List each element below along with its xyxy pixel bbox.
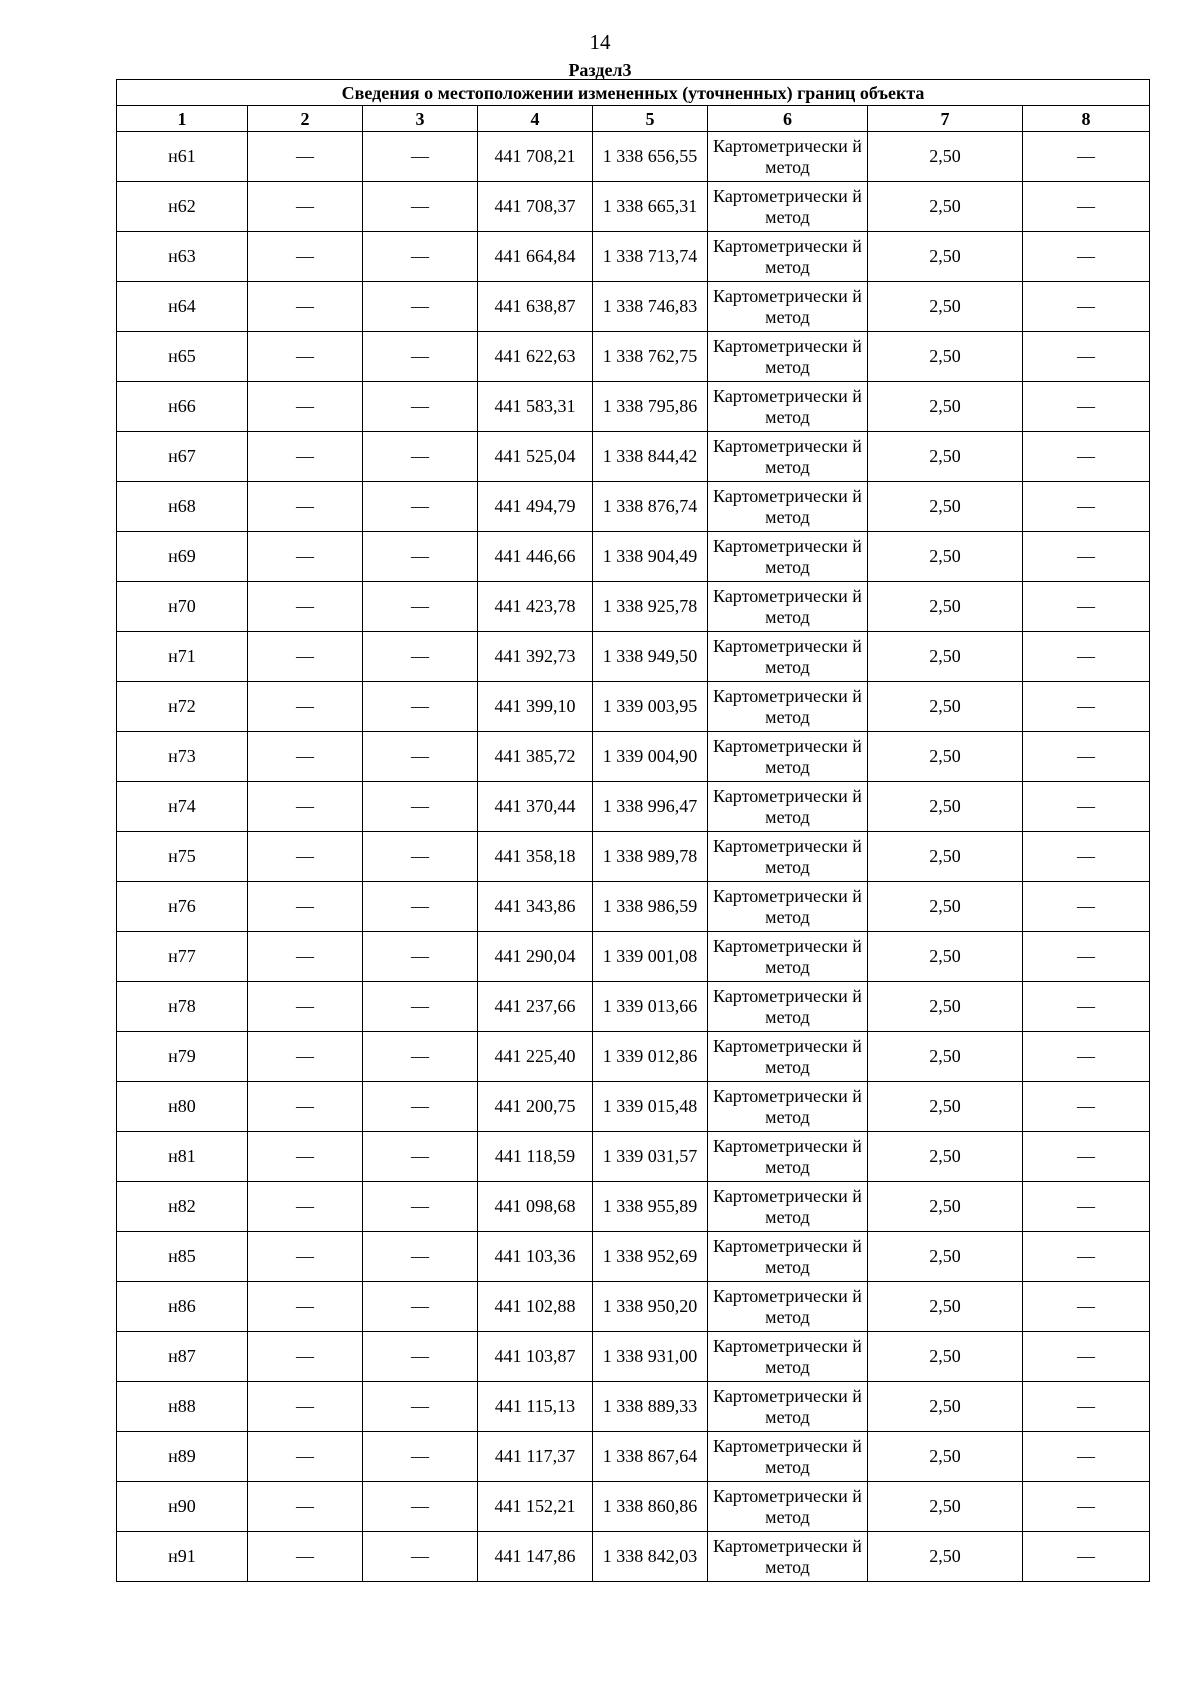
method-cell: Картометрически й метод: [708, 1232, 868, 1282]
method-cell: Картометрически й метод: [708, 732, 868, 782]
x-coordinate-cell: 441 385,72: [478, 732, 593, 782]
empty-dash-cell: —: [363, 882, 478, 932]
table-row: [117, 1482, 1150, 1532]
method-cell: Картометрически й метод: [708, 132, 868, 182]
point-name-cell: н90: [117, 1482, 248, 1532]
table-row: [117, 432, 1150, 482]
empty-dash-cell: —: [363, 582, 478, 632]
x-coordinate-cell: 441 225,40: [478, 1032, 593, 1082]
empty-dash-cell: —: [248, 1232, 363, 1282]
accuracy-cell: 2,50: [868, 732, 1023, 782]
method-cell: Картометрически й метод: [708, 782, 868, 832]
point-name-cell: н77: [117, 932, 248, 982]
column-number: 3: [363, 106, 478, 132]
empty-dash-cell: —: [1023, 332, 1150, 382]
point-name-cell: н67: [117, 432, 248, 482]
x-coordinate-cell: 441 098,68: [478, 1182, 593, 1232]
method-cell: Картометрически й метод: [708, 1282, 868, 1332]
empty-dash-cell: —: [1023, 582, 1150, 632]
empty-dash-cell: —: [363, 1282, 478, 1332]
accuracy-cell: 2,50: [868, 832, 1023, 882]
accuracy-cell: 2,50: [868, 1082, 1023, 1132]
point-name-cell: н78: [117, 982, 248, 1032]
accuracy-cell: 2,50: [868, 632, 1023, 682]
point-name-cell: н72: [117, 682, 248, 732]
empty-dash-cell: —: [363, 1382, 478, 1432]
table-row: [117, 782, 1150, 832]
empty-dash-cell: —: [248, 732, 363, 782]
x-coordinate-cell: 441 708,21: [478, 132, 593, 182]
y-coordinate-cell: 1 338 949,50: [593, 632, 708, 682]
empty-dash-cell: —: [363, 1132, 478, 1182]
method-cell: Картометрически й метод: [708, 1082, 868, 1132]
table-row: [117, 282, 1150, 332]
point-name-cell: н68: [117, 482, 248, 532]
accuracy-cell: 2,50: [868, 682, 1023, 732]
accuracy-cell: 2,50: [868, 432, 1023, 482]
empty-dash-cell: —: [363, 1432, 478, 1482]
method-cell: Картометрически й метод: [708, 682, 868, 732]
table-body: [117, 132, 1150, 1582]
point-name-cell: н71: [117, 632, 248, 682]
point-name-cell: н63: [117, 232, 248, 282]
empty-dash-cell: —: [1023, 1032, 1150, 1082]
column-number: 7: [868, 106, 1023, 132]
y-coordinate-cell: 1 338 656,55: [593, 132, 708, 182]
y-coordinate-cell: 1 338 952,69: [593, 1232, 708, 1282]
empty-dash-cell: —: [363, 1082, 478, 1132]
x-coordinate-cell: 441 152,21: [478, 1482, 593, 1532]
empty-dash-cell: —: [248, 932, 363, 982]
empty-dash-cell: —: [248, 1032, 363, 1082]
empty-dash-cell: —: [248, 182, 363, 232]
empty-dash-cell: —: [1023, 1382, 1150, 1432]
section-title: Раздел3: [568, 60, 632, 80]
empty-dash-cell: —: [1023, 1132, 1150, 1182]
empty-dash-cell: —: [248, 1432, 363, 1482]
empty-dash-cell: —: [363, 182, 478, 232]
x-coordinate-cell: 441 446,66: [478, 532, 593, 582]
empty-dash-cell: —: [1023, 432, 1150, 482]
y-coordinate-cell: 1 338 950,20: [593, 1282, 708, 1332]
point-name-cell: н61: [117, 132, 248, 182]
y-coordinate-cell: 1 339 031,57: [593, 1132, 708, 1182]
method-cell: Картометрически й метод: [708, 882, 868, 932]
empty-dash-cell: —: [363, 432, 478, 482]
table-row: [117, 1382, 1150, 1432]
empty-dash-cell: —: [248, 782, 363, 832]
column-number: 4: [478, 106, 593, 132]
accuracy-cell: 2,50: [868, 1032, 1023, 1082]
empty-dash-cell: —: [1023, 632, 1150, 682]
table-row: [117, 1232, 1150, 1282]
method-cell: Картометрически й метод: [708, 532, 868, 582]
x-coordinate-cell: 441 392,73: [478, 632, 593, 682]
column-number: 5: [593, 106, 708, 132]
method-cell: Картометрически й метод: [708, 582, 868, 632]
point-name-cell: н79: [117, 1032, 248, 1082]
x-coordinate-cell: 441 147,86: [478, 1532, 593, 1582]
empty-dash-cell: —: [248, 1082, 363, 1132]
table-row: [117, 832, 1150, 882]
y-coordinate-cell: 1 339 004,90: [593, 732, 708, 782]
y-coordinate-cell: 1 339 013,66: [593, 982, 708, 1032]
empty-dash-cell: —: [1023, 132, 1150, 182]
accuracy-cell: 2,50: [868, 182, 1023, 232]
empty-dash-cell: —: [1023, 982, 1150, 1032]
point-name-cell: н85: [117, 1232, 248, 1282]
y-coordinate-cell: 1 339 001,08: [593, 932, 708, 982]
empty-dash-cell: —: [1023, 282, 1150, 332]
table-row: [117, 1032, 1150, 1082]
point-name-cell: н87: [117, 1332, 248, 1382]
table-row: [117, 532, 1150, 582]
y-coordinate-cell: 1 338 989,78: [593, 832, 708, 882]
empty-dash-cell: —: [1023, 782, 1150, 832]
table-row: [117, 1282, 1150, 1332]
x-coordinate-cell: 441 358,18: [478, 832, 593, 882]
method-cell: Картометрически й метод: [708, 482, 868, 532]
table-caption: Сведения о местоположении измененных (уточненных) границ объекта: [117, 80, 1150, 106]
table-row: [117, 1132, 1150, 1182]
method-cell: Картометрически й метод: [708, 1132, 868, 1182]
point-name-cell: н76: [117, 882, 248, 932]
empty-dash-cell: —: [248, 882, 363, 932]
empty-dash-cell: —: [363, 532, 478, 582]
page-number: 14: [589, 30, 611, 54]
table-row: [117, 582, 1150, 632]
empty-dash-cell: —: [363, 1332, 478, 1382]
accuracy-cell: 2,50: [868, 1382, 1023, 1432]
empty-dash-cell: —: [1023, 232, 1150, 282]
point-name-cell: н86: [117, 1282, 248, 1332]
empty-dash-cell: —: [248, 1182, 363, 1232]
x-coordinate-cell: 441 237,66: [478, 982, 593, 1032]
y-coordinate-cell: 1 338 844,42: [593, 432, 708, 482]
empty-dash-cell: —: [363, 382, 478, 432]
empty-dash-cell: —: [1023, 1182, 1150, 1232]
empty-dash-cell: —: [1023, 682, 1150, 732]
accuracy-cell: 2,50: [868, 332, 1023, 382]
empty-dash-cell: —: [1023, 1082, 1150, 1132]
y-coordinate-cell: 1 338 860,86: [593, 1482, 708, 1532]
x-coordinate-cell: 441 525,04: [478, 432, 593, 482]
method-cell: Картометрически й метод: [708, 282, 868, 332]
x-coordinate-cell: 441 115,13: [478, 1382, 593, 1432]
y-coordinate-cell: 1 339 015,48: [593, 1082, 708, 1132]
y-coordinate-cell: 1 338 713,74: [593, 232, 708, 282]
empty-dash-cell: —: [1023, 1482, 1150, 1532]
x-coordinate-cell: 441 102,88: [478, 1282, 593, 1332]
point-name-cell: н91: [117, 1532, 248, 1582]
method-cell: Картометрически й метод: [708, 332, 868, 382]
table-row: [117, 382, 1150, 432]
table-row: [117, 882, 1150, 932]
accuracy-cell: 2,50: [868, 1182, 1023, 1232]
empty-dash-cell: —: [248, 532, 363, 582]
empty-dash-cell: —: [248, 582, 363, 632]
point-name-cell: н70: [117, 582, 248, 632]
table-row: [117, 632, 1150, 682]
accuracy-cell: 2,50: [868, 1232, 1023, 1282]
y-coordinate-cell: 1 338 889,33: [593, 1382, 708, 1432]
empty-dash-cell: —: [1023, 1282, 1150, 1332]
method-cell: Картометрически й метод: [708, 1032, 868, 1082]
method-cell: Картометрически й метод: [708, 1332, 868, 1382]
method-cell: Картометрически й метод: [708, 232, 868, 282]
empty-dash-cell: —: [1023, 732, 1150, 782]
x-coordinate-cell: 441 399,10: [478, 682, 593, 732]
point-name-cell: н89: [117, 1432, 248, 1482]
empty-dash-cell: —: [248, 482, 363, 532]
empty-dash-cell: —: [1023, 482, 1150, 532]
column-number: 2: [248, 106, 363, 132]
empty-dash-cell: —: [363, 332, 478, 382]
table-row: [117, 1082, 1150, 1132]
empty-dash-cell: —: [363, 782, 478, 832]
empty-dash-cell: —: [248, 382, 363, 432]
column-number: 1: [117, 106, 248, 132]
empty-dash-cell: —: [248, 1482, 363, 1532]
y-coordinate-cell: 1 338 986,59: [593, 882, 708, 932]
table-row: [117, 1182, 1150, 1232]
empty-dash-cell: —: [363, 732, 478, 782]
accuracy-cell: 2,50: [868, 582, 1023, 632]
x-coordinate-cell: 441 343,86: [478, 882, 593, 932]
empty-dash-cell: —: [363, 1482, 478, 1532]
y-coordinate-cell: 1 338 996,47: [593, 782, 708, 832]
empty-dash-cell: —: [1023, 182, 1150, 232]
empty-dash-cell: —: [363, 1182, 478, 1232]
accuracy-cell: 2,50: [868, 1332, 1023, 1382]
point-name-cell: н88: [117, 1382, 248, 1432]
y-coordinate-cell: 1 338 904,49: [593, 532, 708, 582]
empty-dash-cell: —: [1023, 1232, 1150, 1282]
empty-dash-cell: —: [1023, 832, 1150, 882]
empty-dash-cell: —: [1023, 382, 1150, 432]
empty-dash-cell: —: [363, 132, 478, 182]
y-coordinate-cell: 1 339 012,86: [593, 1032, 708, 1082]
method-cell: Картометрически й метод: [708, 1482, 868, 1532]
empty-dash-cell: —: [248, 1282, 363, 1332]
empty-dash-cell: —: [248, 1382, 363, 1432]
empty-dash-cell: —: [248, 1332, 363, 1382]
point-name-cell: н66: [117, 382, 248, 432]
x-coordinate-cell: 441 117,37: [478, 1432, 593, 1482]
accuracy-cell: 2,50: [868, 882, 1023, 932]
empty-dash-cell: —: [1023, 932, 1150, 982]
point-name-cell: н69: [117, 532, 248, 582]
table-row: [117, 1532, 1150, 1582]
accuracy-cell: 2,50: [868, 532, 1023, 582]
x-coordinate-cell: 441 638,87: [478, 282, 593, 332]
empty-dash-cell: —: [1023, 1532, 1150, 1582]
point-name-cell: н80: [117, 1082, 248, 1132]
column-number: 6: [708, 106, 868, 132]
empty-dash-cell: —: [363, 932, 478, 982]
table-row: [117, 132, 1150, 182]
coordinates-table: [116, 79, 1150, 1582]
empty-dash-cell: —: [1023, 1332, 1150, 1382]
y-coordinate-cell: 1 338 762,75: [593, 332, 708, 382]
method-cell: Картометрически й метод: [708, 932, 868, 982]
accuracy-cell: 2,50: [868, 382, 1023, 432]
empty-dash-cell: —: [248, 132, 363, 182]
method-cell: Картометрически й метод: [708, 1432, 868, 1482]
accuracy-cell: 2,50: [868, 1482, 1023, 1532]
y-coordinate-cell: 1 338 876,74: [593, 482, 708, 532]
table-row: [117, 732, 1150, 782]
empty-dash-cell: —: [363, 1032, 478, 1082]
accuracy-cell: 2,50: [868, 282, 1023, 332]
empty-dash-cell: —: [248, 1132, 363, 1182]
x-coordinate-cell: 441 622,63: [478, 332, 593, 382]
x-coordinate-cell: 441 664,84: [478, 232, 593, 282]
method-cell: Картометрически й метод: [708, 382, 868, 432]
point-name-cell: н64: [117, 282, 248, 332]
y-coordinate-cell: 1 338 955,89: [593, 1182, 708, 1232]
y-coordinate-cell: 1 338 931,00: [593, 1332, 708, 1382]
empty-dash-cell: —: [248, 982, 363, 1032]
method-cell: Картометрически й метод: [708, 1532, 868, 1582]
table-row: [117, 932, 1150, 982]
y-coordinate-cell: 1 338 867,64: [593, 1432, 708, 1482]
empty-dash-cell: —: [363, 832, 478, 882]
point-name-cell: н82: [117, 1182, 248, 1232]
empty-dash-cell: —: [363, 232, 478, 282]
table-row: [117, 1332, 1150, 1382]
empty-dash-cell: —: [248, 632, 363, 682]
table-row: [117, 332, 1150, 382]
accuracy-cell: 2,50: [868, 132, 1023, 182]
empty-dash-cell: —: [1023, 532, 1150, 582]
empty-dash-cell: —: [363, 1232, 478, 1282]
x-coordinate-cell: 441 370,44: [478, 782, 593, 832]
x-coordinate-cell: 441 103,87: [478, 1332, 593, 1382]
accuracy-cell: 2,50: [868, 932, 1023, 982]
method-cell: Картометрически й метод: [708, 1382, 868, 1432]
table-row: [117, 482, 1150, 532]
empty-dash-cell: —: [363, 482, 478, 532]
point-name-cell: н62: [117, 182, 248, 232]
point-name-cell: н65: [117, 332, 248, 382]
x-coordinate-cell: 441 494,79: [478, 482, 593, 532]
method-cell: Картометрически й метод: [708, 632, 868, 682]
y-coordinate-cell: 1 339 003,95: [593, 682, 708, 732]
y-coordinate-cell: 1 338 746,83: [593, 282, 708, 332]
empty-dash-cell: —: [1023, 882, 1150, 932]
accuracy-cell: 2,50: [868, 1132, 1023, 1182]
empty-dash-cell: —: [248, 282, 363, 332]
accuracy-cell: 2,50: [868, 1532, 1023, 1582]
empty-dash-cell: —: [363, 982, 478, 1032]
table-row: [117, 182, 1150, 232]
point-name-cell: н81: [117, 1132, 248, 1182]
x-coordinate-cell: 441 290,04: [478, 932, 593, 982]
x-coordinate-cell: 441 423,78: [478, 582, 593, 632]
method-cell: Картометрически й метод: [708, 182, 868, 232]
column-number: 8: [1023, 106, 1150, 132]
table-row: [117, 232, 1150, 282]
empty-dash-cell: —: [363, 1532, 478, 1582]
y-coordinate-cell: 1 338 925,78: [593, 582, 708, 632]
x-coordinate-cell: 441 103,36: [478, 1232, 593, 1282]
method-cell: Картометрически й метод: [708, 982, 868, 1032]
method-cell: Картометрически й метод: [708, 1182, 868, 1232]
table-row: [117, 682, 1150, 732]
table-row: [117, 1432, 1150, 1482]
x-coordinate-cell: 441 583,31: [478, 382, 593, 432]
empty-dash-cell: —: [363, 632, 478, 682]
empty-dash-cell: —: [248, 232, 363, 282]
y-coordinate-cell: 1 338 842,03: [593, 1532, 708, 1582]
point-name-cell: н74: [117, 782, 248, 832]
x-coordinate-cell: 441 118,59: [478, 1132, 593, 1182]
y-coordinate-cell: 1 338 795,86: [593, 382, 708, 432]
accuracy-cell: 2,50: [868, 1282, 1023, 1332]
y-coordinate-cell: 1 338 665,31: [593, 182, 708, 232]
accuracy-cell: 2,50: [868, 982, 1023, 1032]
empty-dash-cell: —: [1023, 1432, 1150, 1482]
accuracy-cell: 2,50: [868, 1432, 1023, 1482]
accuracy-cell: 2,50: [868, 482, 1023, 532]
empty-dash-cell: —: [363, 282, 478, 332]
x-coordinate-cell: 441 708,37: [478, 182, 593, 232]
method-cell: Картометрически й метод: [708, 832, 868, 882]
point-name-cell: н75: [117, 832, 248, 882]
x-coordinate-cell: 441 200,75: [478, 1082, 593, 1132]
method-cell: Картометрически й метод: [708, 432, 868, 482]
accuracy-cell: 2,50: [868, 232, 1023, 282]
accuracy-cell: 2,50: [868, 782, 1023, 832]
table-row: [117, 982, 1150, 1032]
empty-dash-cell: —: [248, 332, 363, 382]
empty-dash-cell: —: [248, 682, 363, 732]
empty-dash-cell: —: [248, 1532, 363, 1582]
empty-dash-cell: —: [363, 682, 478, 732]
point-name-cell: н73: [117, 732, 248, 782]
empty-dash-cell: —: [248, 432, 363, 482]
empty-dash-cell: —: [248, 832, 363, 882]
